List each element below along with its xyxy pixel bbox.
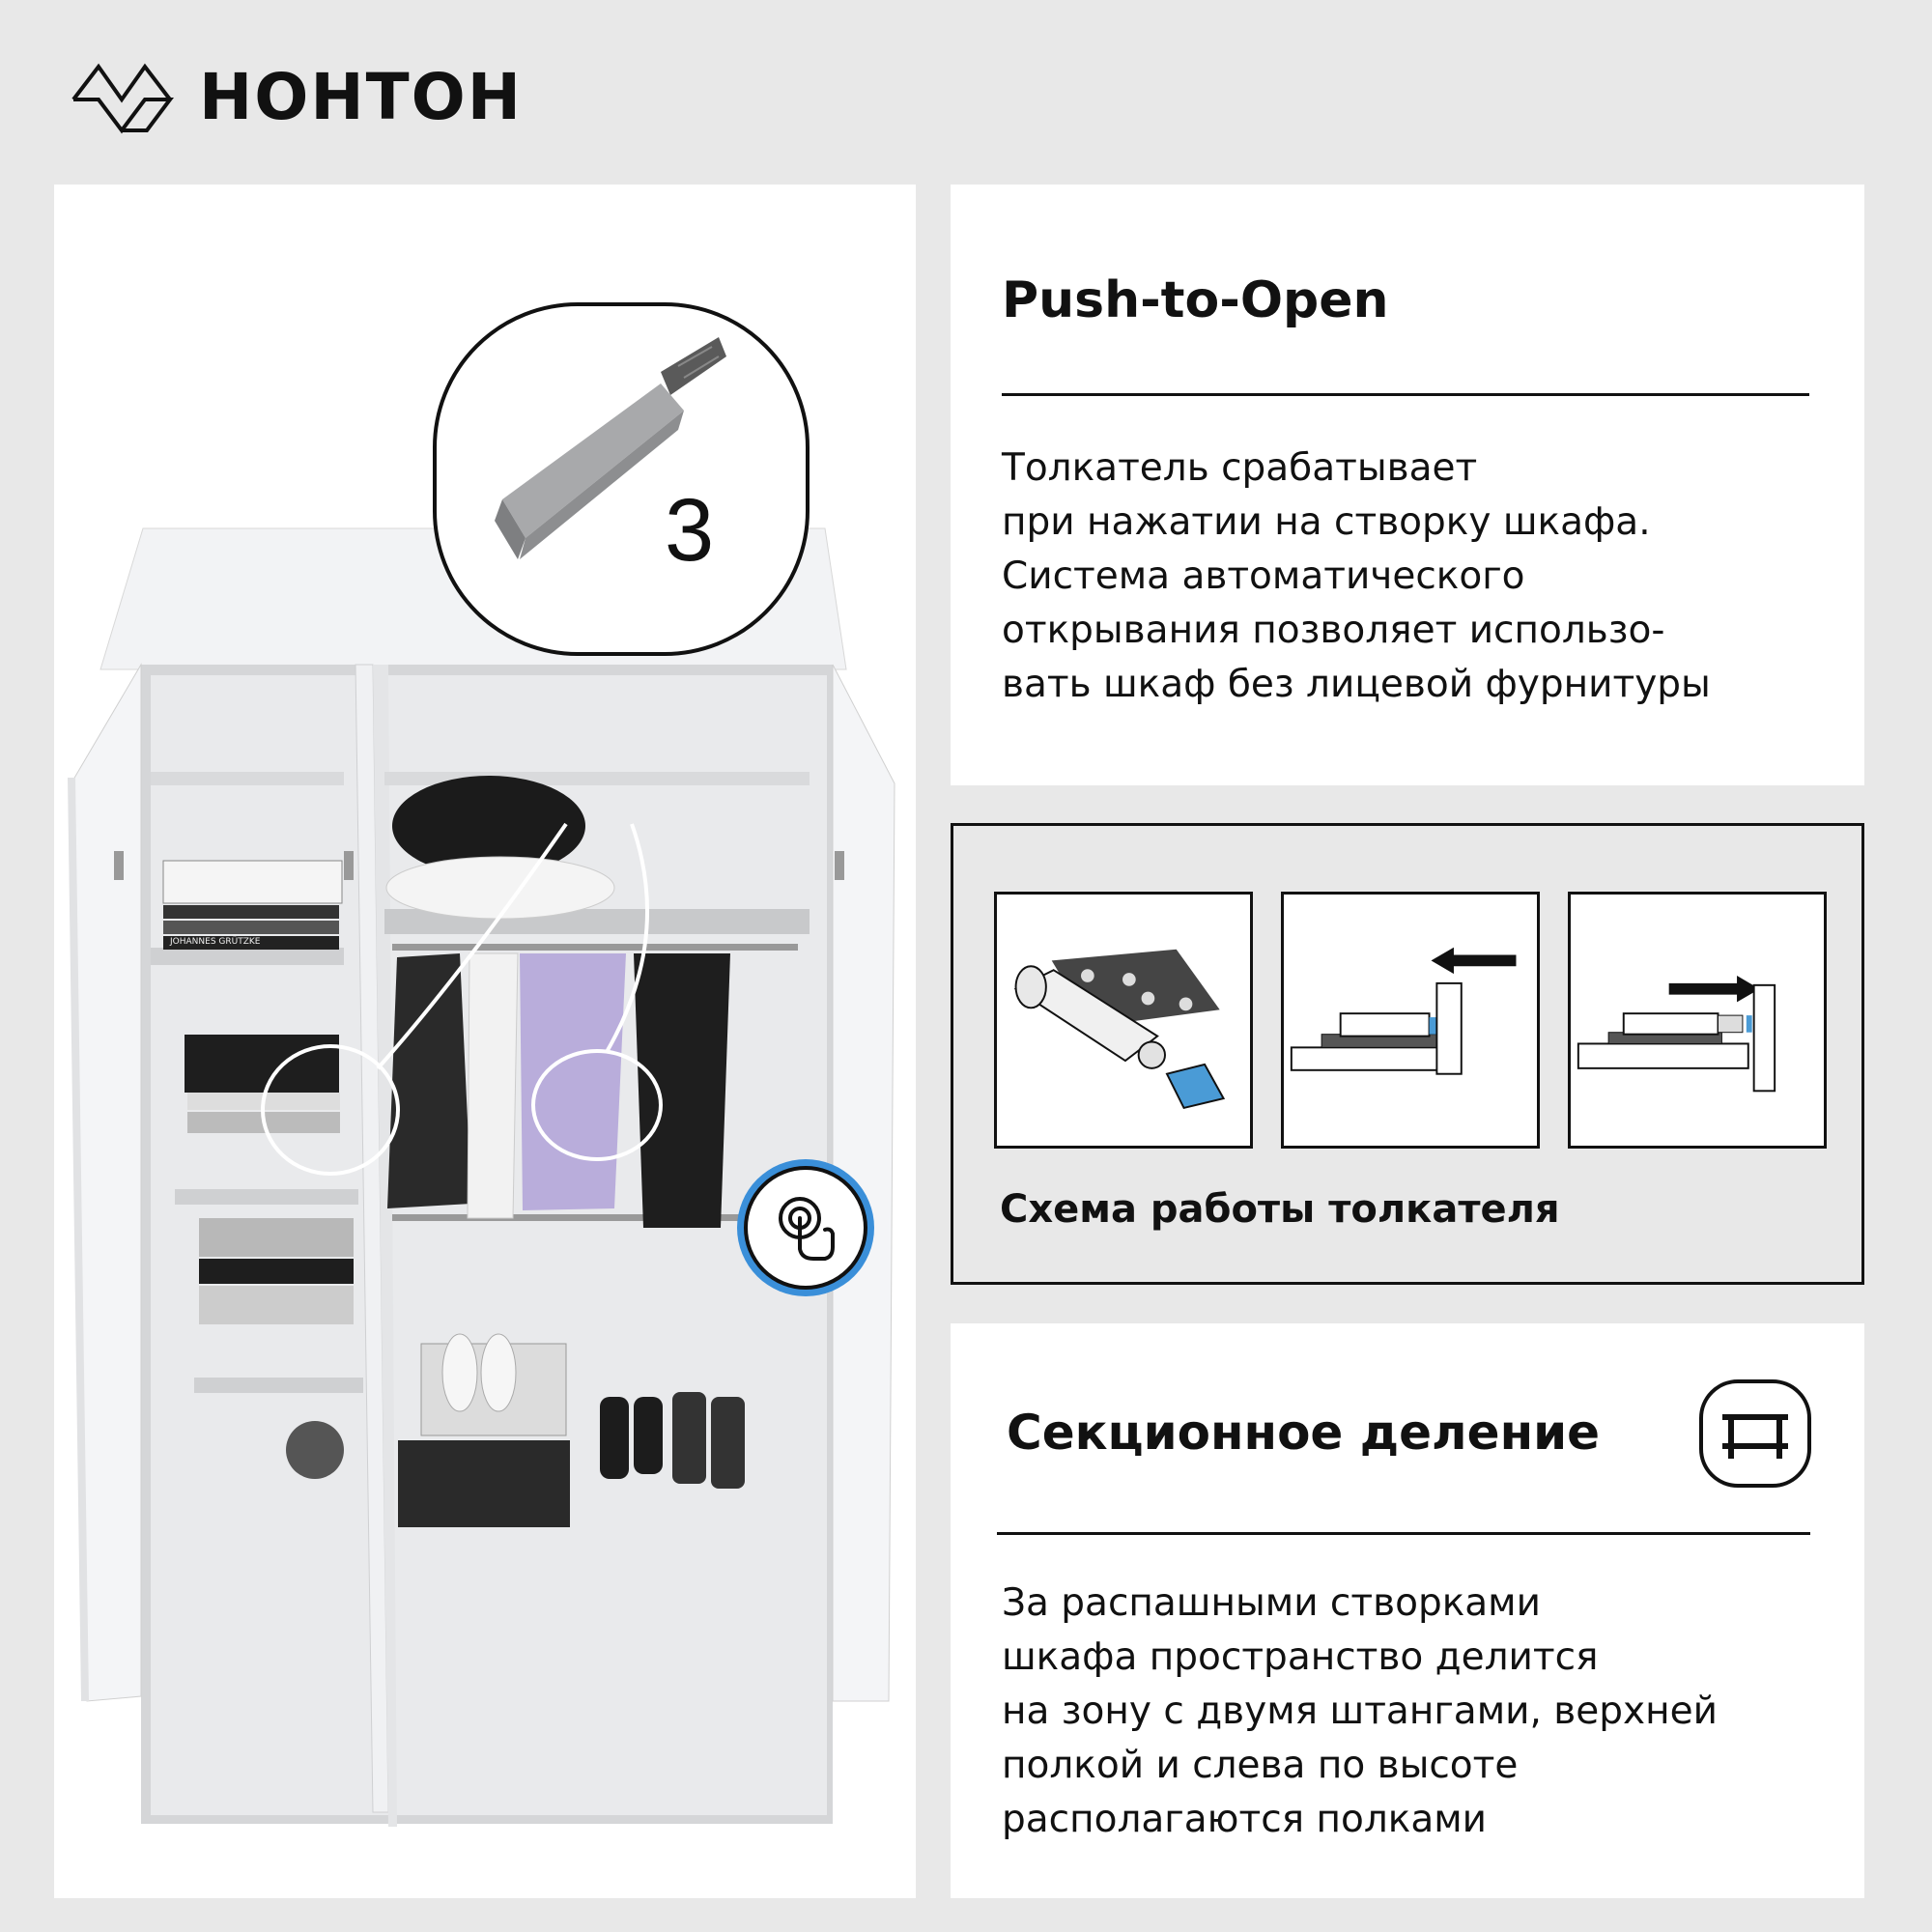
zigzag-logo-icon [70, 61, 174, 134]
push-line: Толкатель срабатывает [1002, 446, 1478, 490]
push-line: открывания позволяет использо- [1002, 609, 1665, 652]
sectional-division-card [951, 1323, 1864, 1898]
section-description [1002, 1577, 1842, 1847]
zoom-number-label: 3 [665, 481, 715, 580]
push-line: вать шкаф без лицевой фурнитуры [1002, 663, 1711, 706]
scheme-panel-release [1568, 892, 1827, 1149]
svg-text:JOHANNES GRÜTZKE: JOHANNES GRÜTZKE [170, 937, 261, 947]
push-to-open-description [1002, 441, 1833, 712]
push-latch-icon [437, 306, 813, 660]
touch-open-badge [744, 1166, 867, 1290]
blue-pad [1167, 1065, 1224, 1108]
section-line: на зону с двумя штангами, верхней [1002, 1690, 1718, 1733]
section-line: полкой и слева по высоте [1002, 1744, 1519, 1787]
push-to-open-title: Push-to-Open [1002, 271, 1389, 329]
latch-parts-diagram [997, 895, 1250, 1146]
latch-scheme-card [951, 823, 1864, 1285]
push-diagram [1284, 895, 1537, 1146]
section-line: шкафа пространство делится [1002, 1635, 1599, 1679]
brand-logo [70, 60, 523, 134]
section-line: За распашными створками [1002, 1581, 1541, 1625]
arrow-left-icon [1432, 948, 1517, 974]
scheme-panel-push [1281, 892, 1540, 1149]
push-line: при нажатии на створку шкафа. [1002, 500, 1651, 544]
release-diagram [1571, 895, 1824, 1146]
touch-finger-icon [775, 1193, 837, 1263]
shelf-icon [1699, 1379, 1811, 1488]
arrow-right-icon [1669, 976, 1760, 1002]
scheme-panel-latch [994, 892, 1253, 1149]
push-to-open-card [951, 185, 1864, 785]
push-divider [1002, 393, 1809, 396]
section-divider [997, 1532, 1810, 1535]
push-latch-zoom-bubble [433, 302, 810, 656]
scheme-caption: Схема работы толкателя [1000, 1187, 1560, 1232]
product-image-card [54, 185, 916, 1898]
brand-name: НОНТОН [199, 60, 523, 134]
section-line: располагаются полками [1002, 1798, 1488, 1841]
section-title: Секционное деление [1007, 1405, 1601, 1461]
push-line: Система автоматического [1002, 554, 1525, 598]
